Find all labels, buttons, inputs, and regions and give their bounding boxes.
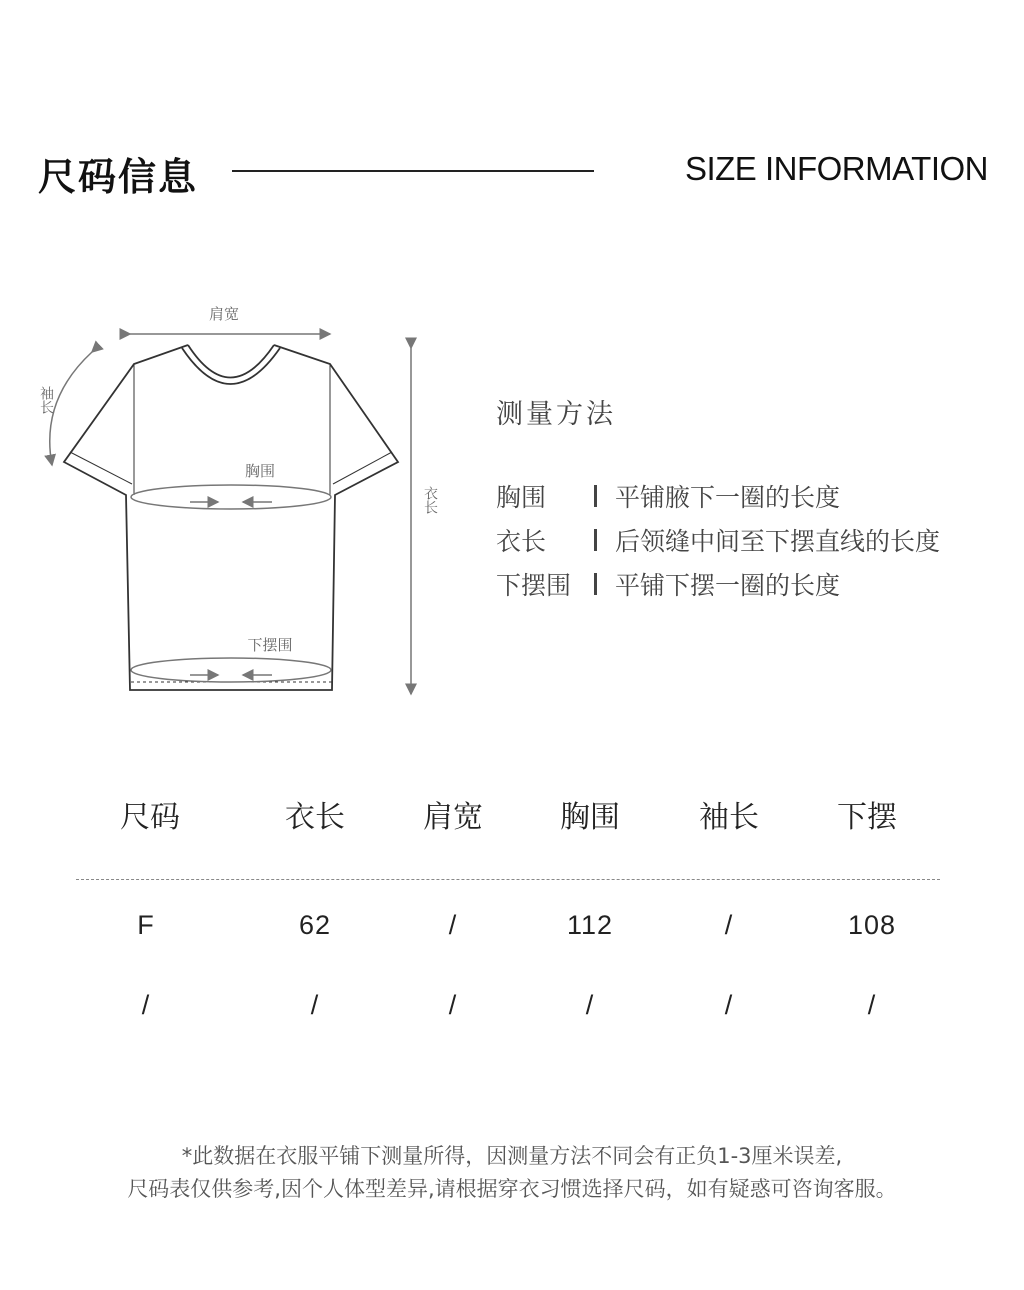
- chest-label: 胸围: [244, 462, 276, 480]
- table-cell: /: [141, 990, 151, 1020]
- table-cell: /: [448, 910, 458, 940]
- table-cell: 108: [847, 910, 897, 940]
- length-label: 衣长: [422, 486, 438, 514]
- table-header-length: 衣长: [285, 800, 345, 835]
- chest-ellipse: [131, 485, 331, 509]
- hem-label: 下摆围: [247, 636, 293, 654]
- method-row-chest: [496, 478, 840, 514]
- tshirt-diagram-svg: [0, 290, 470, 710]
- tshirt-measurement-diagram: [0, 290, 470, 710]
- table-cell: /: [585, 990, 595, 1020]
- table-header-chest: 胸围: [560, 800, 620, 835]
- method-title: 测量方法: [496, 399, 616, 430]
- table-header-shoulder: 肩宽: [423, 800, 483, 835]
- method-separator: [594, 529, 597, 551]
- table-header-size: 尺码: [120, 800, 180, 835]
- hem-ellipse: [131, 658, 331, 682]
- method-label: 胸围: [496, 483, 547, 512]
- table-header-sleeve: 袖长: [699, 800, 759, 835]
- method-separator: [594, 573, 597, 595]
- table-cell: /: [724, 990, 734, 1020]
- method-desc: 平铺腋下一圈的长度: [615, 483, 841, 512]
- table-cell: 112: [566, 910, 614, 940]
- tshirt-outline: [64, 345, 398, 690]
- method-row-hem: [496, 566, 840, 602]
- footnote-line-1: *此数据在衣服平铺下测量所得，因测量方法不同会有正负1-3厘米误差,: [181, 1144, 843, 1168]
- method-row-length: [496, 522, 940, 558]
- shoulder-label: 肩宽: [208, 305, 240, 323]
- table-cell: 62: [298, 910, 332, 940]
- table-cell: /: [867, 990, 877, 1020]
- method-separator: [594, 485, 597, 507]
- page-title-cn: 尺码信息: [38, 155, 199, 199]
- method-desc: 平铺下摆一圈的长度: [615, 571, 841, 600]
- method-label: 下摆围: [496, 571, 572, 600]
- title-divider-line: [232, 170, 594, 172]
- table-cell: /: [310, 990, 320, 1020]
- table-cell: F: [137, 910, 155, 940]
- method-label: 衣长: [496, 527, 547, 556]
- table-header-hem: 下摆: [837, 800, 897, 835]
- table-cell: /: [448, 990, 458, 1020]
- page-title-en: SIZE INFORMATION: [684, 150, 988, 187]
- footnote-line-2: 尺码表仅供参考,因个人体型差异,请根据穿衣习惯选择尺码，如有疑惑可咨询客服。: [127, 1177, 897, 1201]
- sleeve-label: 袖长: [38, 386, 54, 414]
- method-desc: 后领缝中间至下摆直线的长度: [615, 527, 941, 556]
- table-divider: [76, 879, 940, 880]
- table-cell: /: [724, 910, 734, 940]
